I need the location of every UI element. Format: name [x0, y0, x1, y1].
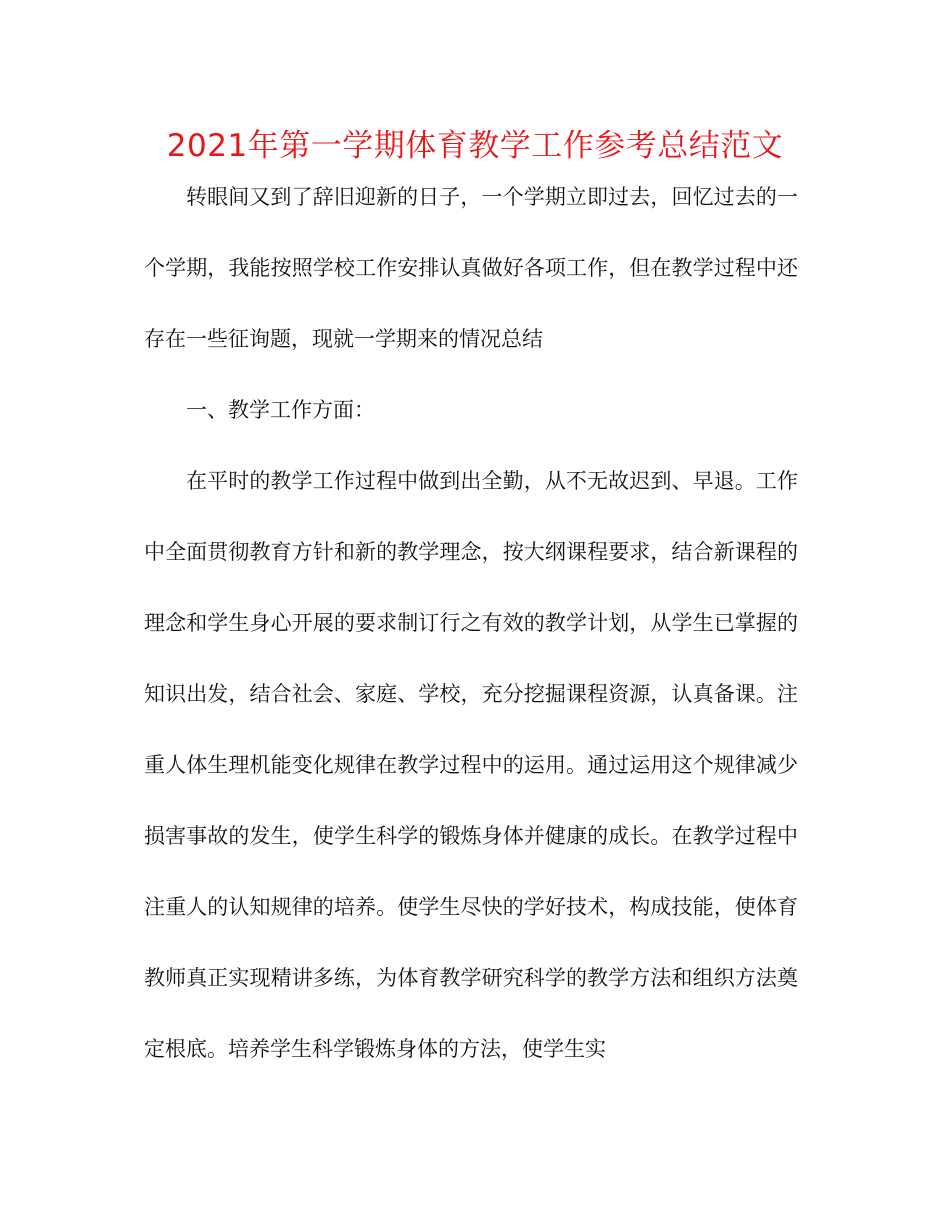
document-title: 2021年第一学期体育教学工作参考总结范文: [166, 128, 784, 164]
paragraph-teaching-work: 在平时的教学工作过程中做到出全勤，从不无故迟到、早退。工作中全面贯彻教育方针和新的教学理念，按大纲课程要求，结合新课程的理念和学生身心开展的要求制订行之有效的教学计划，从学生已掌握的知识出发，结合社会、家庭、学校，充分挖掘课程资源，认真备课。注重人体生理机能变化规律在教学过程中的运用。通过运用这个规律减少损害事故的发生，使学生科学的锻炼身体并健康的成长。在教学过程中注重人的认知规律的培养。使学生尽快的学好技术，构成技能，使体育教师真正实现精讲多练，为体育教学研究科学的教学方法和组织方法奠定根底。培养学生科学锻炼身体的方法，使学生实: [144, 469, 798, 1061]
document-body: [144, 162, 798, 1085]
paragraph-section-heading: 一、教学工作方面：: [186, 398, 375, 422]
paragraph-intro: 转眼间又到了辞旧迎新的日子，一个学期立即过去，回忆过去的一个学期，我能按照学校工作安排认真做好各项工作，但在教学过程中还存在一些征询题，现就一学期来的情况总结: [144, 185, 798, 351]
